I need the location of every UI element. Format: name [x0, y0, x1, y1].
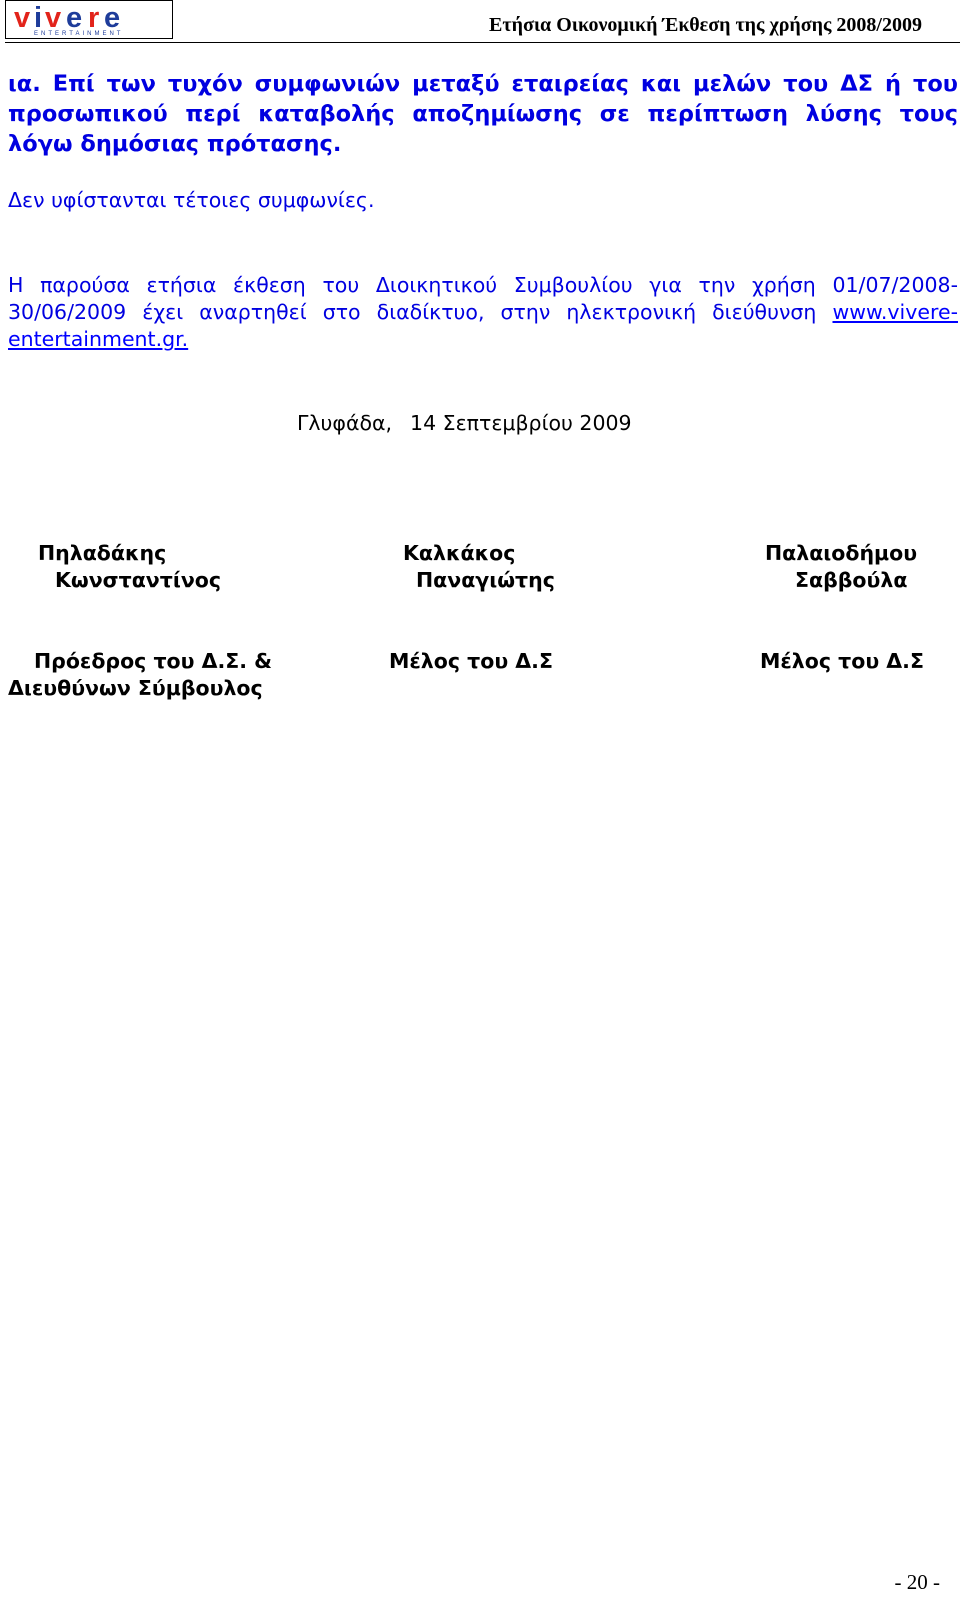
logo-letter-v2: v	[45, 2, 62, 34]
signatory-1-first-name: Κωνσταντίνος	[55, 568, 222, 592]
signatory-1-surname: Πηλαδάκης	[38, 541, 167, 565]
logo-letter-e1: e	[66, 2, 83, 34]
page-header	[5, 0, 960, 43]
signatory-2-role	[389, 648, 553, 675]
signatory-1-role-line2: Διευθύνων Σύμβουλος	[8, 676, 263, 700]
logo-letter-v1: v	[14, 2, 31, 34]
signatory-2-name	[403, 540, 555, 594]
signatory-3-first-name: Σαββούλα	[795, 568, 908, 592]
logo-letter-e2: e	[104, 2, 121, 34]
date: 14 Σεπτεμβρίου 2009	[410, 411, 632, 435]
signatory-3-role-line1: Μέλος του Δ.Σ	[760, 649, 924, 673]
signatory-2-role-line1: Μέλος του Δ.Σ	[389, 649, 553, 673]
company-website-link[interactable]: www.vivere-entertainment.gr.	[8, 300, 958, 351]
signatory-1-role-line1: Πρόεδρος του Δ.Σ. &	[34, 649, 273, 673]
place: Γλυφάδα,	[297, 411, 393, 435]
logo-subtext: ENTERTAINMENT	[34, 31, 124, 37]
signatory-1-name	[38, 540, 221, 594]
signatory-3-surname: Παλαιοδήμου	[765, 541, 918, 565]
signatory-3-role	[760, 648, 924, 675]
logo-letter-r: r	[88, 2, 100, 34]
no-agreements-text: Δεν υφίστανται τέτοιες συμφωνίες.	[8, 188, 375, 212]
vivere-logo-image	[6, 1, 172, 38]
signatory-3-name	[765, 540, 917, 594]
report-text: Η παρούσα ετήσια έκθεση του Διοικητικού Συμβουλίου για την χρήση 01/07/2008-30/06/2009 έχει αναρτηθεί στο διαδίκτυο, στην ηλεκτρονική διεύθυνση	[8, 273, 958, 324]
report-title: Ετήσια Οικονομική Έκθεση της χρήσης 2008/2009	[489, 14, 922, 36]
page-number: - 20 -	[894, 1570, 940, 1594]
report-availability-paragraph	[8, 272, 958, 353]
section-heading: ια. Επί των τυχόν συμφωνιών μεταξύ εταιρείας και μελών του ΔΣ ή του προσωπικού περί καταβολής αποζημίωσης σε περίπτωση λύσης τους λόγω δημόσιας πρότασης.	[8, 71, 958, 157]
company-logo	[5, 0, 173, 39]
signatory-1-role	[8, 648, 272, 702]
signatory-2-first-name: Παναγιώτης	[416, 568, 555, 592]
logo-letter-i: i	[34, 2, 43, 34]
place-and-date	[297, 411, 632, 435]
signatory-2-surname: Καλκάκος	[403, 541, 516, 565]
